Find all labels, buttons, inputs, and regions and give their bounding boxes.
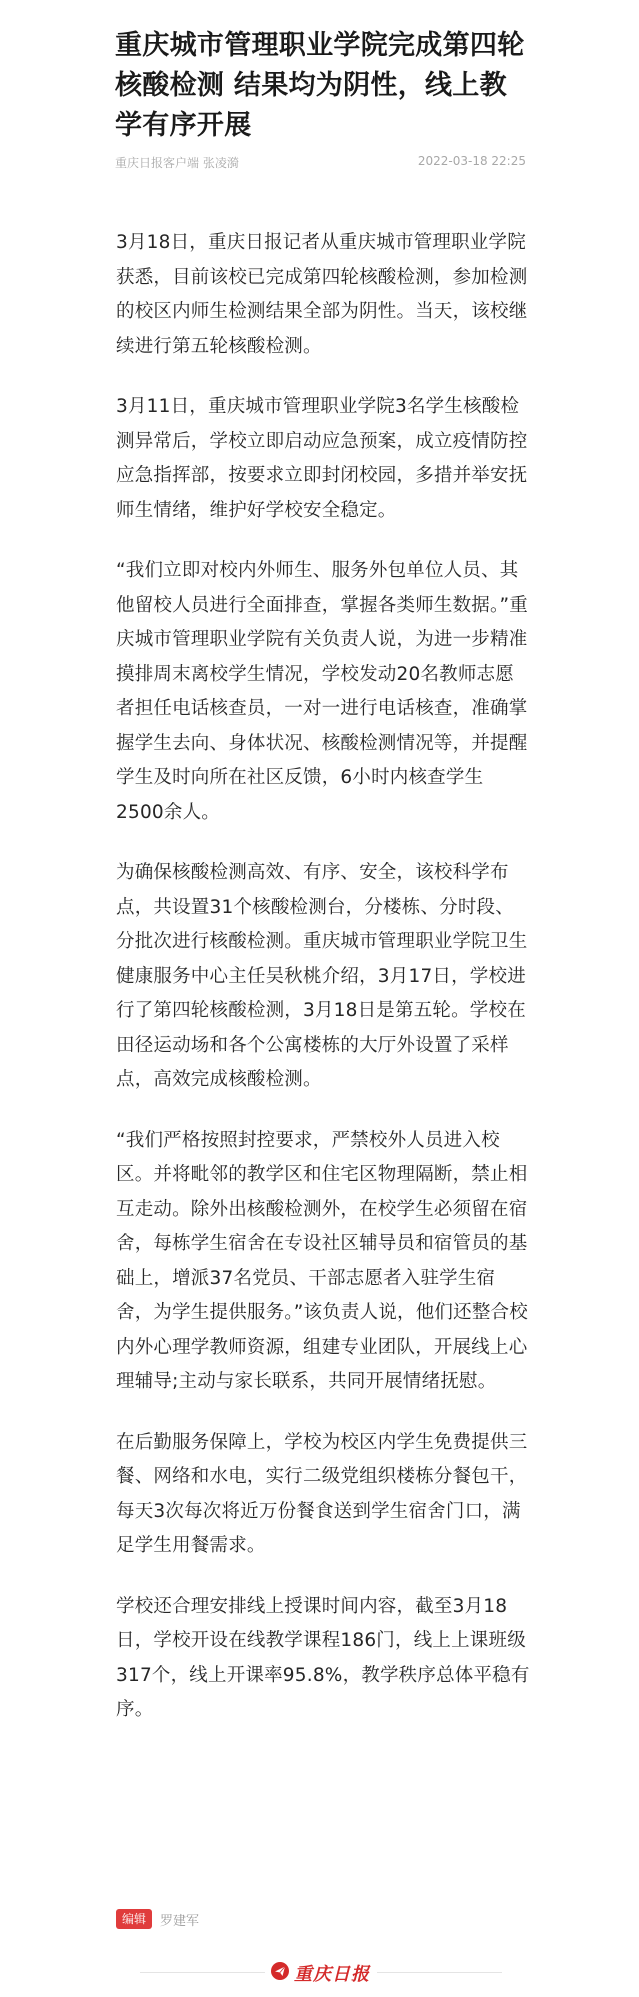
article-paragraph: 为确保核酸检测高效、有序、安全，该校科学布点，共设置31个核酸检测台，分楼栋、分时段、分批次进行核酸检测。重庆城市管理职业学院卫生健康服务中心主任吴秋桃介绍，3月17日，学校进行了第四轮核酸检测，3月18日是第五轮。学校在田径运动场和各个公寓楼栋的大厅外设置了采样点，高效完成核酸检测。: [116, 862, 528, 1090]
article-paragraph: “我们立即对校内外师生、服务外包单位人员、其他留校人员进行全面排查，掌握各类师生数据。”重庆城市管理职业学院有关负责人说，为进一步精准摸排周末离校学生情况，学校发动20名教师志愿者担任电话核查员，一对一进行电话核查，准确掌握学生去向、身体状况、核酸检测情况等，并提醒学生及时向所在社区反馈，6小时内核查学生2500余人。: [116, 560, 528, 823]
footer: [0, 1958, 639, 1988]
editor-info: [116, 1908, 199, 1930]
article-paragraph: 3月18日，重庆日报记者从重庆城市管理职业学院获悉，目前该校已完成第四轮核酸检测，参加检测的校区内师生检测结果全部为阴性。当天，该校继续进行第五轮核酸检测。: [116, 232, 528, 357]
article-body: [116, 226, 530, 1754]
article-paragraph: 学校还合理安排线上授课时间内容，截至3月18日，学校开设在线教学课程186门，线上上课班级317个，线上开课率95.8%，教学秩序总体平稳有序。: [116, 1595, 530, 1720]
editor-badge: 编辑: [116, 1909, 152, 1929]
footer-brand[interactable]: [270, 1958, 370, 1988]
footer-divider-left: [140, 1972, 265, 1973]
editor-name: 罗建军: [160, 1913, 200, 1929]
article-paragraph: 在后勤服务保障上，学校为校区内学生免费提供三餐、网络和水电，实行二级党组织楼栋分餐包干，每天3次每次将近万份餐食送到学生宿舍门口，满足学生用餐需求。: [116, 1431, 528, 1556]
footer-brand-text: 重庆日报: [294, 1964, 370, 1985]
article-title: 重庆城市管理职业学院完成第四轮核酸检测 结果均为阴性，线上教学有序开展: [115, 30, 525, 141]
article-paragraph: 3月11日，重庆城市管理职业学院3名学生核酸检测异常后，学校立即启动应急预案，成立疫情防控应急指挥部，按要求立即封闭校园，多措并举安抚师生情绪，维护好学校安全稳定。: [116, 396, 528, 521]
article-meta: [115, 154, 526, 172]
footer-divider-right: [377, 1972, 502, 1973]
paper-plane-icon: [270, 1961, 290, 1985]
article-source: 重庆日报客户端 张凌漪: [115, 156, 239, 170]
article-paragraph: “我们严格按照封控要求，严禁校外人员进入校区。并将毗邻的教学区和住宅区物理隔断，禁止相互走动。除外出核酸检测外，在校学生必须留在宿舍，每栋学生宿舍在专设社区辅导员和宿管员的基础上，增派37名党员、干部志愿者入驻学生宿舍，为学生提供服务。”该负责人说，他们还整合校内外心理学教师资源，组建专业团队，开展线上心理辅导;主动与家长联系，共同开展情绪抚慰。: [116, 1129, 528, 1392]
article-time: 2022-03-18 22:25: [417, 154, 526, 168]
